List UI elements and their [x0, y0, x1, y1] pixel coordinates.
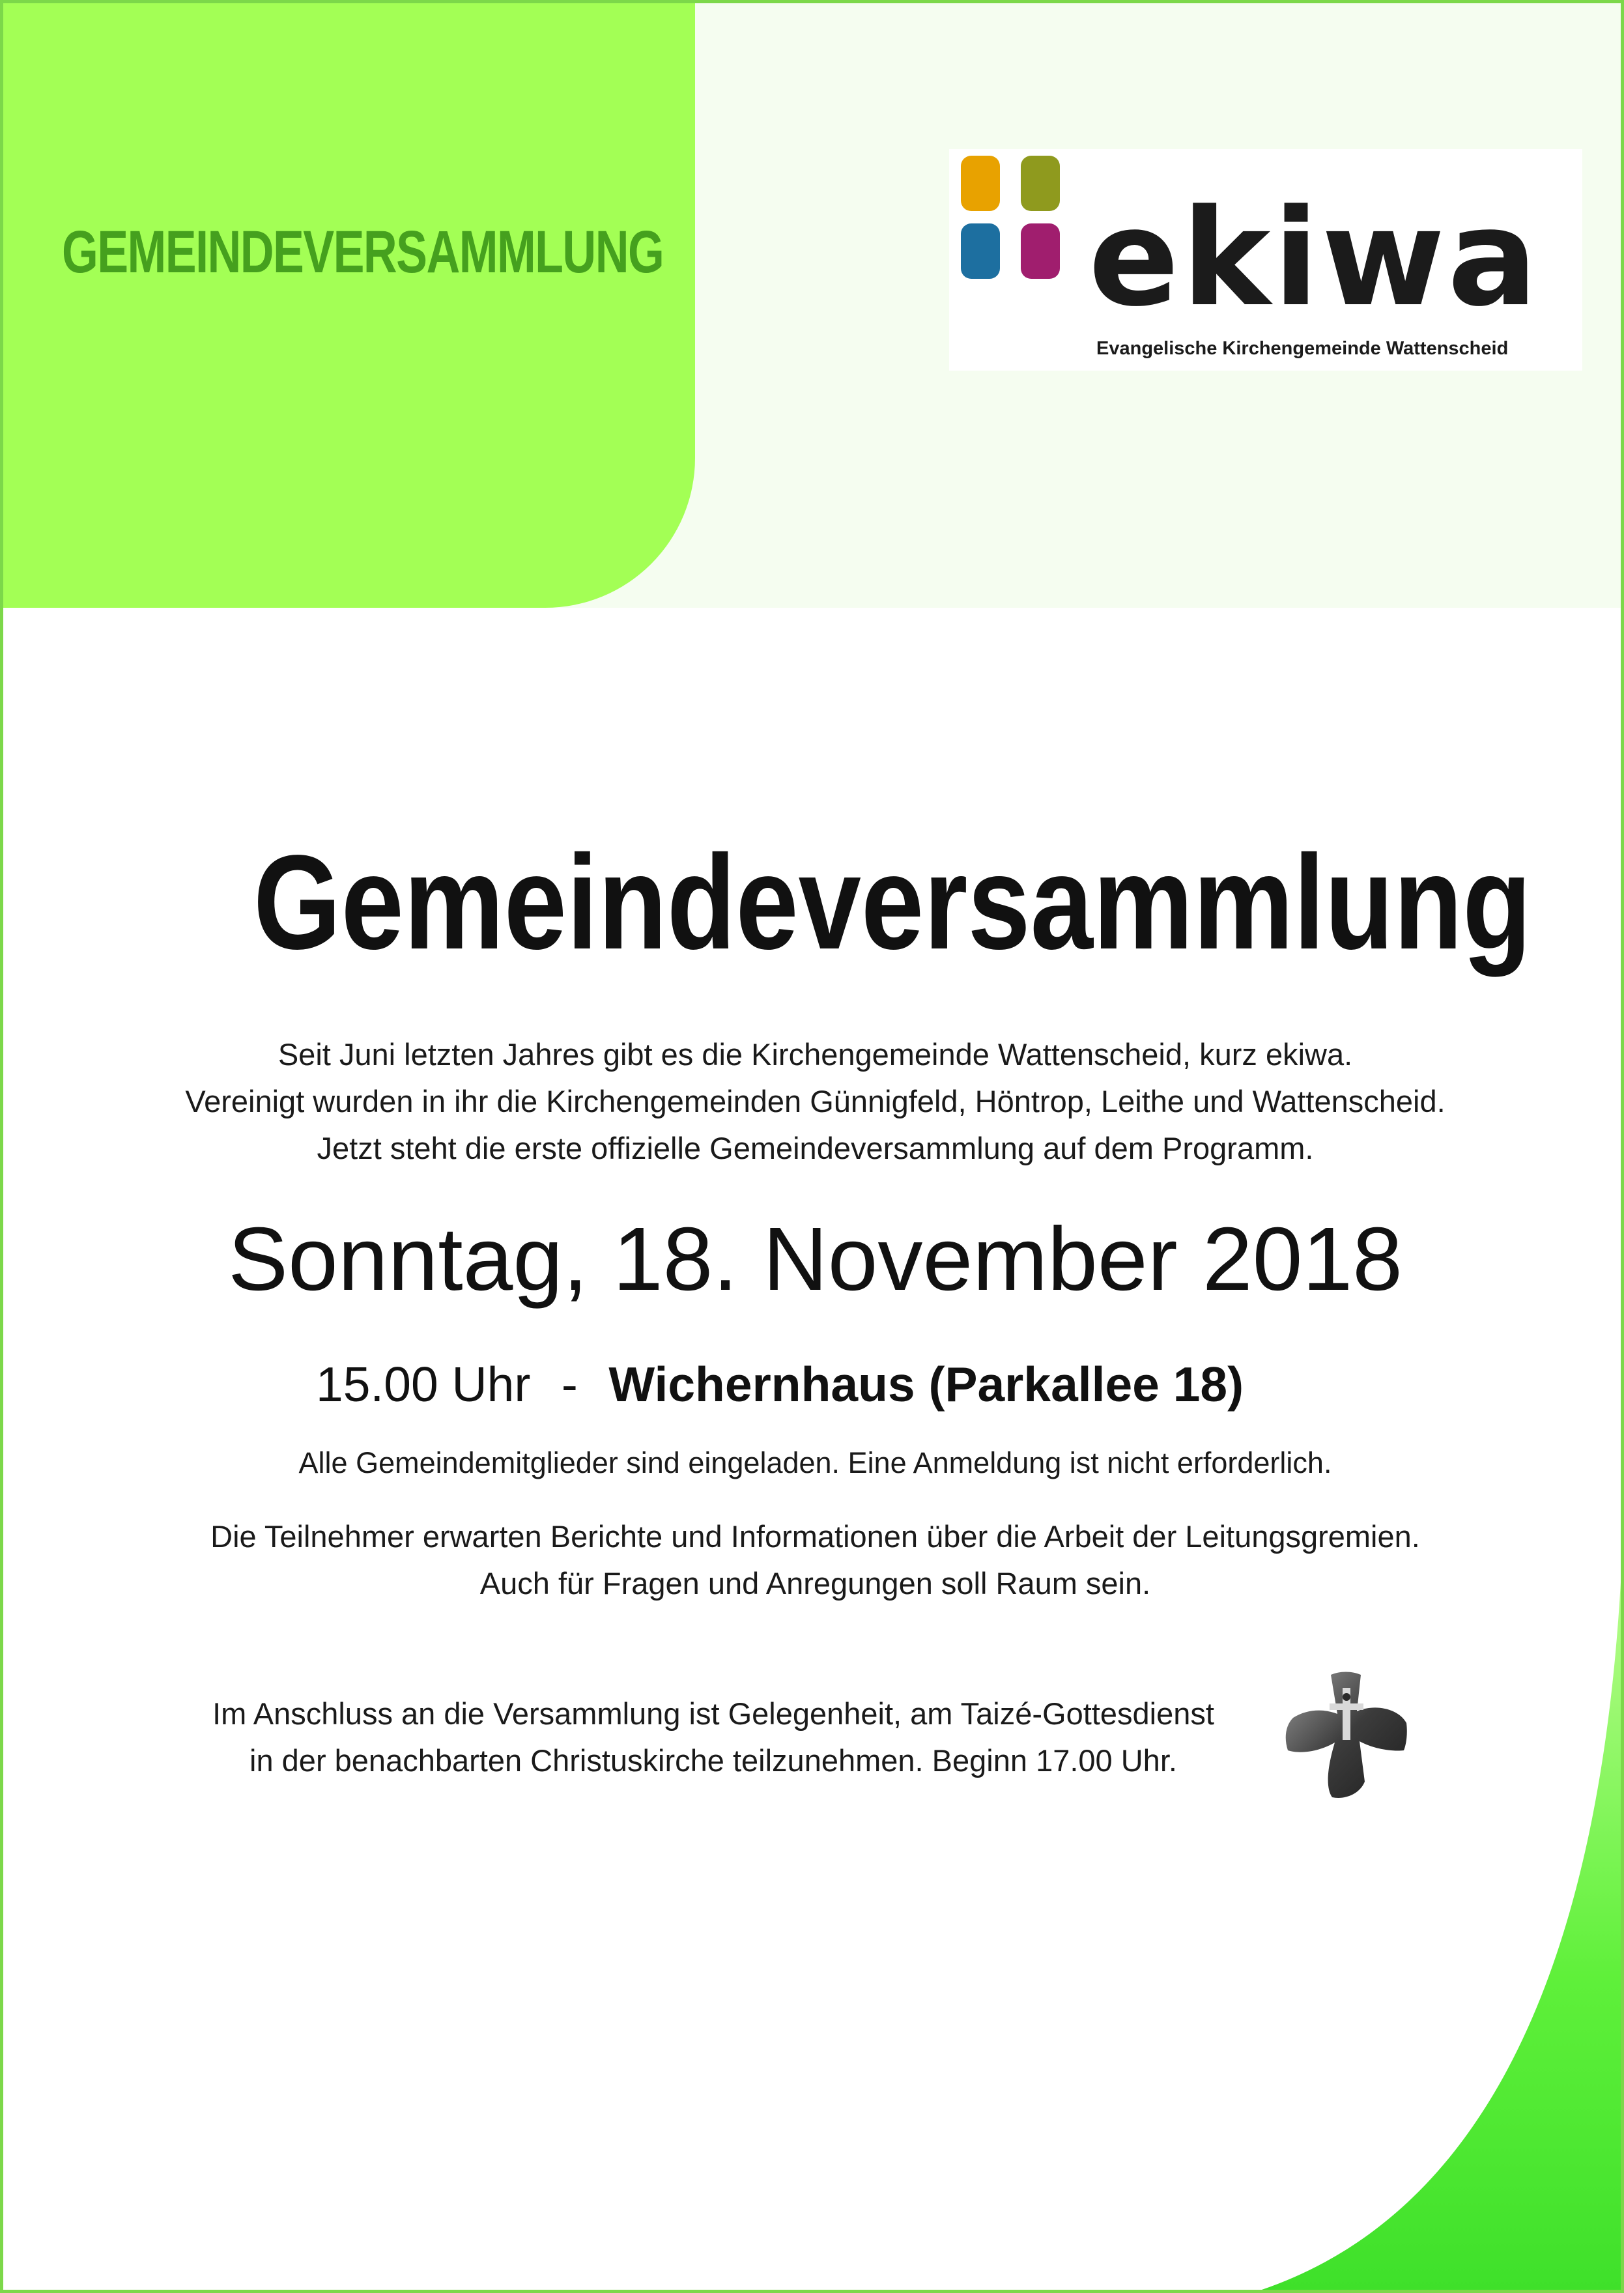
logo-wordmark: ekiwa [1089, 181, 1541, 336]
taize-line: in der benachbarten Christuskirche teilzunehmen. Beginn 17.00 Uhr. [249, 1743, 1177, 1778]
taize-text [3, 1690, 1423, 1784]
taize-cross-icon [1284, 1671, 1409, 1801]
reports-line: Auch für Fragen und Anregungen soll Raum sein. [479, 1566, 1151, 1601]
intro-text [3, 1031, 1624, 1172]
event-date: Sonntag, 18. November 2018 [228, 1209, 1403, 1309]
intro-line: Jetzt steht die erste offizielle Gemeindeversammlung auf dem Programm. [317, 1131, 1314, 1165]
logo-squares-icon [961, 156, 1065, 286]
reports-line: Die Teilnehmer erwarten Berichte und Informationen über die Arbeit der Leitungsgremien. [210, 1519, 1420, 1554]
header-title: GEMEINDEVERSAMMLUNG [62, 219, 664, 285]
reports-text [3, 1513, 1624, 1607]
event-time: 15.00 Uhr [316, 1357, 531, 1412]
ekiwa-logo [949, 149, 1582, 371]
logo-tagline: Evangelische Kirchengemeinde Wattenscheid [1096, 338, 1509, 359]
time-venue-line [316, 1352, 1244, 1417]
separator: - [561, 1357, 578, 1412]
intro-line: Vereinigt wurden in ihr die Kirchengemeinden Günnigfeld, Höntrop, Leithe und Wattenscheid. [185, 1084, 1446, 1118]
invite-text: Alle Gemeindemitglieder sind eingeladen. Eine Anmeldung ist nicht erforderlich. [298, 1446, 1332, 1479]
event-venue: Wichernhaus (Parkallee 18) [608, 1357, 1244, 1412]
main-title: Gemeindeversammlung [253, 827, 1531, 977]
taize-line: Im Anschluss an die Versammlung ist Gelegenheit, am Taizé-Gottesdienst [212, 1696, 1214, 1731]
intro-line: Seit Juni letzten Jahres gibt es die Kirchengemeinde Wattenscheid, kurz ekiwa. [278, 1037, 1353, 1072]
